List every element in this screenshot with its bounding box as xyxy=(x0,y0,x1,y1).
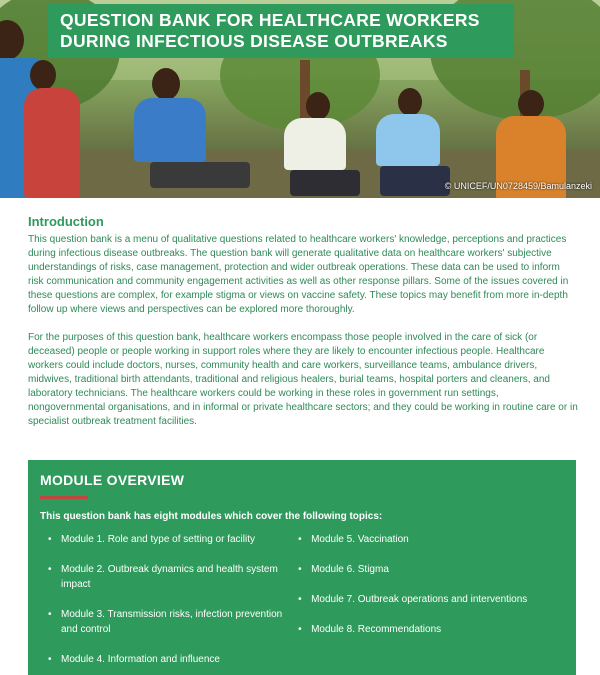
module-item: • Module 1. Role and type of setting or facility xyxy=(46,532,296,547)
module-item: • Module 7. Outbreak operations and interventions xyxy=(296,592,564,607)
module-overview-heading: MODULE OVERVIEW xyxy=(40,472,185,488)
introduction-section xyxy=(28,214,578,443)
module-list-right xyxy=(296,532,564,675)
introduction-paragraph: For the purposes of this question bank, healthcare workers encompass those people involved in the care of sick (or deceased) people or people working in support roles where they are likely to encounter infectious people. Healthcare workers could include doctors, nurses, community health and care workers, surveillance teams, ambulance drivers, midwives, traditional birth attendants, traditional and religious healers, burial teams, hospital porters and cleaners, and laboratory technicians. The healthcare workers could be working in these roles in government run settings, nongovernmental organisations, and in informal or private healthcare sectors; and they could be working in routine care or in specialist outbreak treatment facilities. xyxy=(28,332,578,427)
module-list xyxy=(40,532,564,675)
module-item: • Module 4. Information and influence xyxy=(46,652,296,667)
banner-title-line1: QUESTION BANK FOR HEALTHCARE WORKERS xyxy=(60,10,480,30)
banner-title-line2: DURING INFECTIOUS DISEASE OUTBREAKS xyxy=(60,31,448,51)
introduction-paragraph: This question bank is a menu of qualitative questions related to healthcare workers' knowledge, perceptions and practices during infectious disease outbreaks. The question bank will generate qualitative data on healthcare workers' subjective understandings of risks, case management, protection and wider outbreak operations. These data can be used to inform risk communication and community engagement activities as well as other response pillars. Some of the issues covered in these questions are complex, for example stigma or views on vaccine safety. These topics may benefit from more in-depth follow up where views and perspectives can be explored more thoroughly. xyxy=(28,234,569,315)
photo-credit: © UNICEF/UN0728459/Bamulanzeki xyxy=(444,181,592,191)
module-item: • Module 6. Stigma xyxy=(296,562,564,577)
module-list-left xyxy=(40,532,296,675)
introduction-heading: Introduction xyxy=(28,214,104,229)
banner-title-box xyxy=(48,4,514,58)
heading-underline xyxy=(40,496,88,499)
module-overview-subheading: This question bank has eight modules which cover the following topics: xyxy=(40,511,383,522)
module-item: • Module 3. Transmission risks, infection prevention and control xyxy=(46,607,296,637)
module-item: • Module 5. Vaccination xyxy=(296,532,564,547)
module-overview-box xyxy=(28,460,576,675)
module-item: • Module 2. Outbreak dynamics and health system impact xyxy=(46,562,296,592)
module-item: • Module 8. Recommendations xyxy=(296,622,564,637)
hero-photo xyxy=(0,0,600,198)
